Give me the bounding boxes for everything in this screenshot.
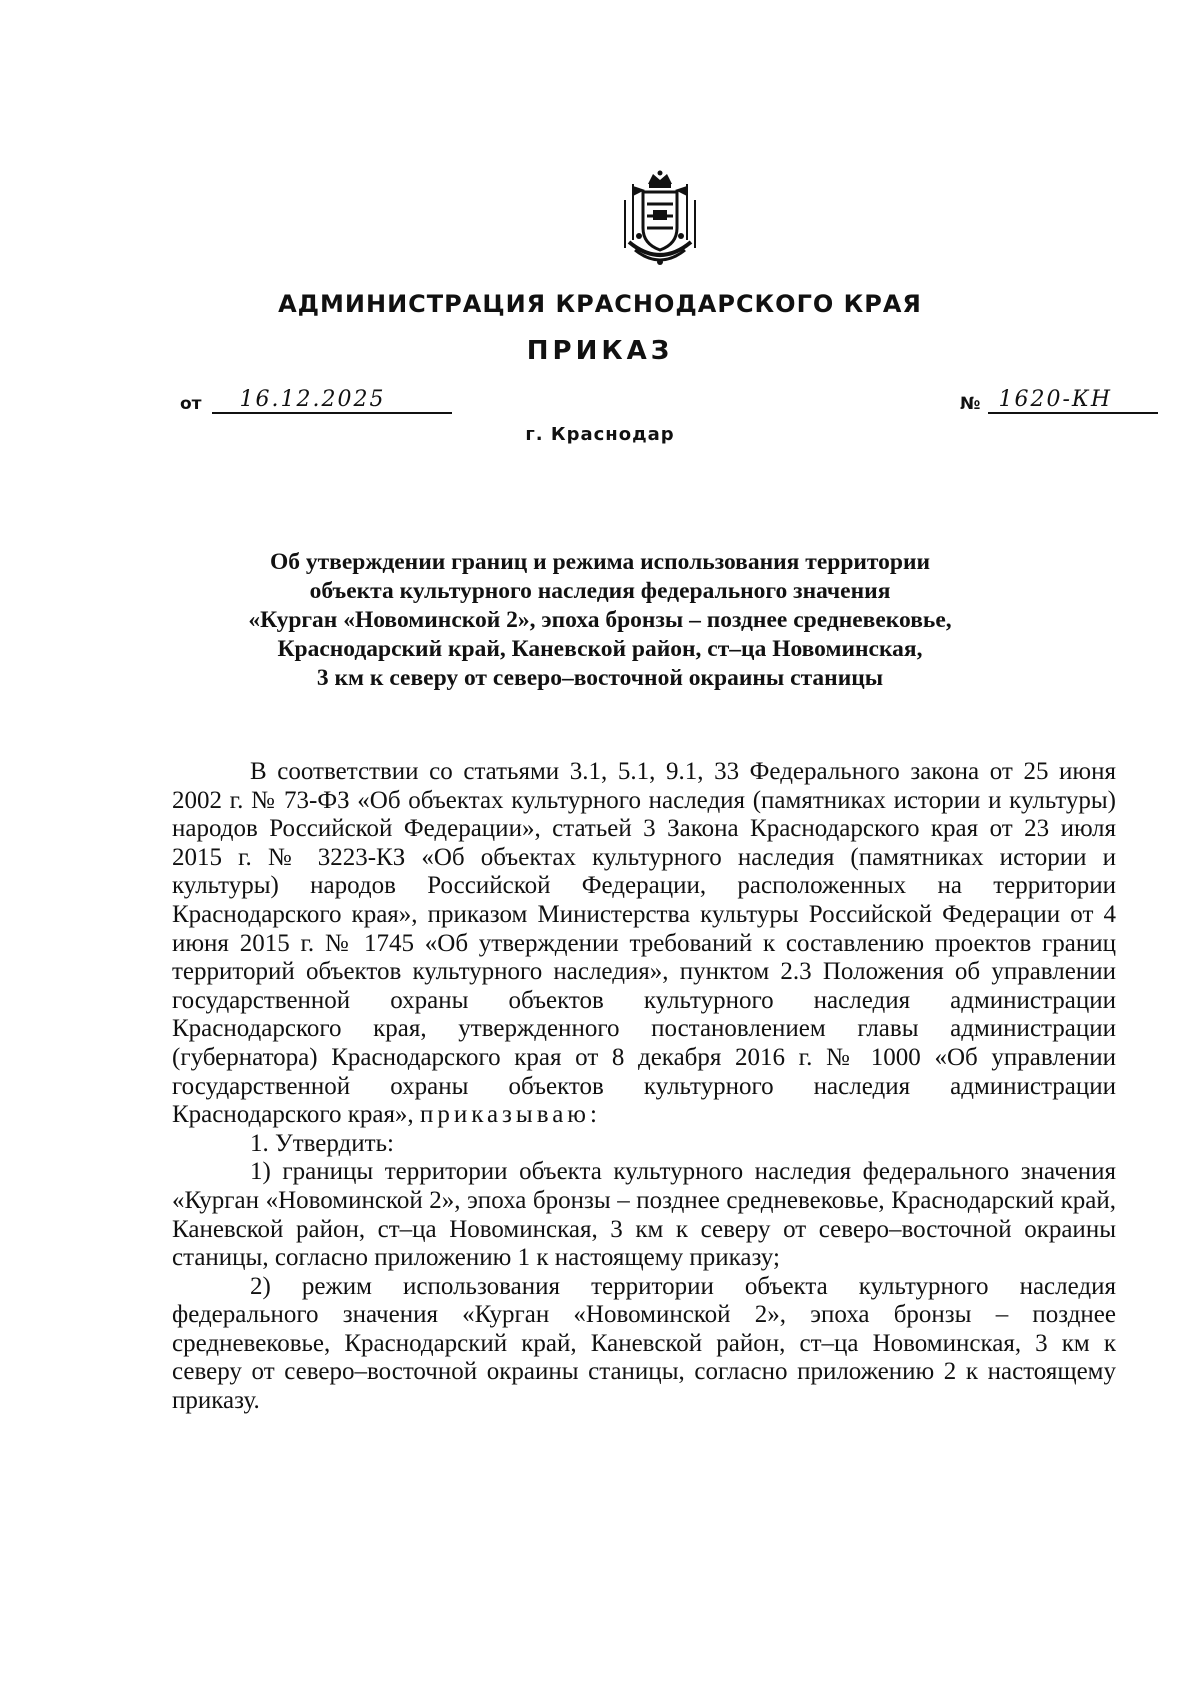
document-type: ПРИКАЗ xyxy=(526,336,674,366)
title-line: Краснодарский край, Каневской район, ст–ца Новоминская, xyxy=(277,636,923,662)
organization-name: АДМИНИСТРАЦИЯ КРАСНОДАРСКОГО КРАЯ xyxy=(278,290,922,318)
document-body xyxy=(172,758,1116,1416)
order-word: приказываю: xyxy=(419,1101,601,1129)
item-paragraph: 2) режим использования территории объекта культурного наследия федерального значения «Курган «Новоминской 2», эпоха бронзы – позднее средневековье, Краснодарский край, Каневской район, ст–ца Новоминская, 3 км к северу от северо–восточной окраины станицы, согласно приложению 2 к настоящему приказу. xyxy=(172,1272,1116,1415)
document-title xyxy=(170,548,1030,693)
title-line: 3 км к северу от северо–восточной окраины станицы xyxy=(316,665,884,691)
city-name: г. Краснодар xyxy=(525,424,675,445)
number-field xyxy=(960,387,1158,414)
number-prefix: № xyxy=(960,394,981,414)
date-value: 16.12.2025 xyxy=(239,387,386,412)
date-line xyxy=(212,387,452,414)
number-value: 1620-КН xyxy=(998,387,1113,412)
item-paragraph: 1) границы территории объекта культурного наследия федерального значения «Курган «Новоминской 2», эпоха бронзы – позднее средневековье, Краснодарский край, Каневской район, ст–ца Новоминская, 3 км к северу от северо–восточной окраины станицы, согласно приложению 1 к настоящему приказу; xyxy=(172,1158,1116,1272)
date-field xyxy=(180,387,452,414)
coat-of-arms-icon xyxy=(615,170,705,270)
preamble-text: В соответствии со статьями 3.1, 5.1, 9.1, 33 Федерального закона от 25 июня 2002 г. № 73-ФЗ «Об объектах культурного наследия (памятниках истории и культуры) народов Российской Федерации», статьей 3 Закона Краснодарского края от 23 июля 2015 г. № 3223-КЗ «Об объектах культурного наследия (памятниках истории и культуры) народов Российской Федерации, расположенных на территории Краснодарского края», приказом Министерства культуры Российской Федерации от 4 июня 2015 г. № 1745 «Об утверждении требований к составлению проектов границ территорий объектов культурного наследия», пунктом 2.3 Положения об управлении государственной охраны объектов культурного наследия администрации Краснодарского края, утвержденного постановлением главы администрации (губернатора) Краснодарского края от 8 декабря 2016 г. № 1000 «Об управлении государственной охраны объектов культурного наследия администрации Краснодарского края», xyxy=(172,758,1116,1129)
item-paragraph: 1. Утвердить: xyxy=(250,1129,394,1157)
title-line: «Курган «Новоминской 2», эпоха бронзы – позднее средневековье, xyxy=(248,607,952,633)
title-line: объекта культурного наследия федерального значения xyxy=(309,578,891,604)
date-prefix: от xyxy=(180,394,202,414)
preamble-paragraph xyxy=(172,758,1116,1130)
number-line xyxy=(988,387,1158,414)
title-line: Об утверждении границ и режима использования территории xyxy=(269,549,931,575)
